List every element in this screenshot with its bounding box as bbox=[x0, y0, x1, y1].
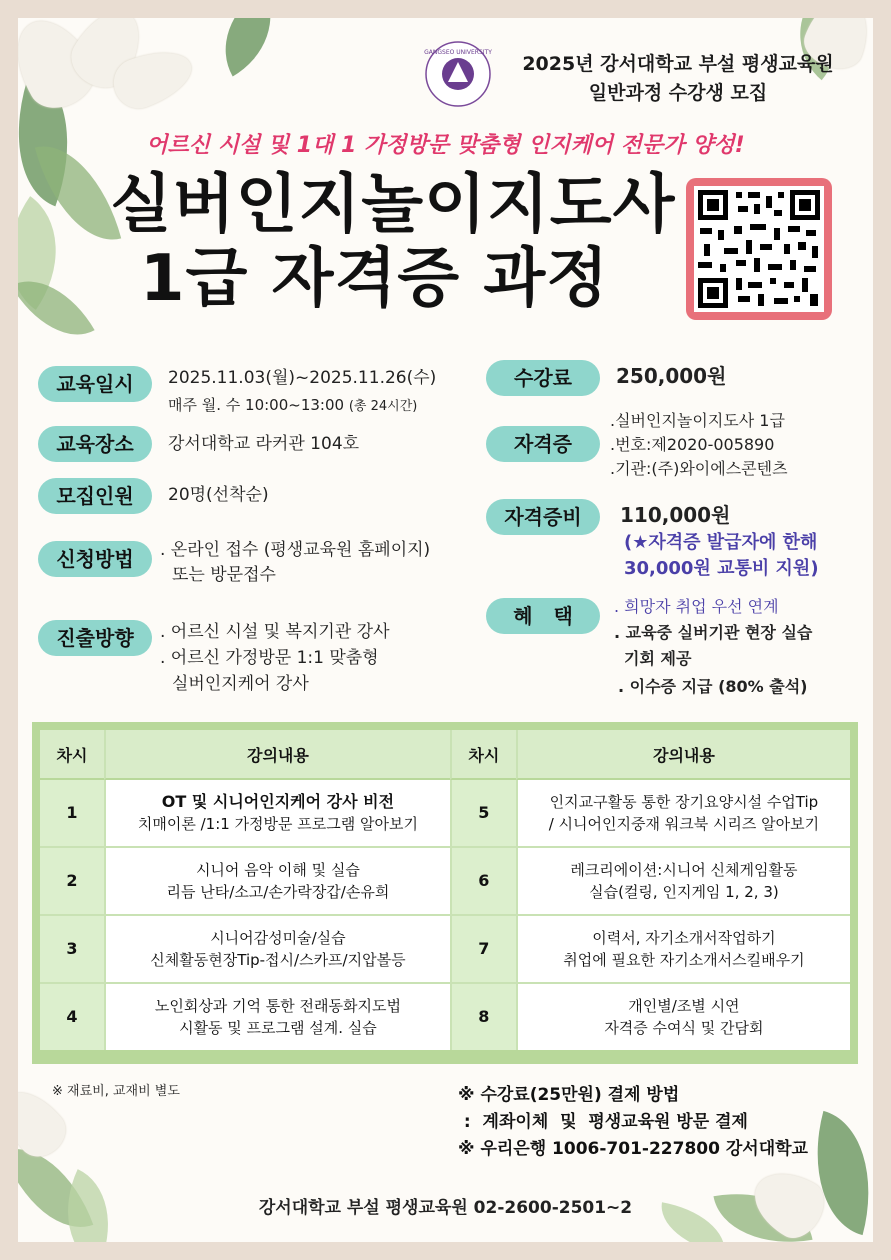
benefit-line4: . 이수증 지급 (80% 출석) bbox=[618, 677, 808, 696]
header bbox=[498, 50, 858, 108]
qr-code-frame bbox=[686, 178, 832, 320]
fee-value: 250,000원 bbox=[616, 364, 727, 388]
benefit-label: 혜 택 bbox=[486, 598, 600, 634]
table-header-row bbox=[40, 730, 850, 780]
capacity-value: 20명(선착순) bbox=[168, 485, 269, 505]
cert-line2: .번호:제2020-005890 bbox=[610, 435, 775, 454]
cert-line3: .기관:(주)와이에스콘텐츠 bbox=[610, 459, 788, 478]
cert-line1: .실버인지놀이지도사 1급 bbox=[610, 411, 785, 430]
apply-label: 신청방법 bbox=[38, 541, 152, 577]
payment-line1: ※ 수강료(25만원) 결제 방법 bbox=[458, 1085, 680, 1105]
session-content bbox=[104, 780, 450, 848]
curriculum-table bbox=[40, 730, 850, 1050]
session-number: 8 bbox=[450, 984, 516, 1050]
schedule-time bbox=[168, 393, 417, 419]
certfee-value: 110,000원 bbox=[620, 503, 731, 527]
schedule-label: 교육일시 bbox=[38, 366, 152, 402]
session-number: 2 bbox=[40, 848, 104, 916]
course-title bbox=[110, 168, 675, 316]
certfee-note2: 30,000원 교통비 지원) bbox=[624, 558, 819, 579]
certfee-note1: (★자격증 발급자에 한해 bbox=[624, 532, 818, 553]
content-line2: / 시니어인지중재 워크북 시리즈 알아보기 bbox=[548, 815, 820, 833]
session-content bbox=[516, 780, 850, 848]
logo-text: GANGSEO UNIVERSITY bbox=[424, 49, 492, 56]
session-number: 3 bbox=[40, 916, 104, 984]
subtitle: 어르신 시설 및 1대 1 가정방문 맞춤형 인지케어 전문가 양성! bbox=[146, 133, 745, 158]
schedule-total: (총 24시간) bbox=[348, 399, 418, 414]
session-number: 4 bbox=[40, 984, 104, 1050]
content-line2: 실습(컬링, 인지게임 1, 2, 3) bbox=[589, 883, 779, 901]
session-content bbox=[516, 984, 850, 1050]
session-number: 7 bbox=[450, 916, 516, 984]
benefit-line1: . 희망자 취업 우선 연계 bbox=[614, 597, 779, 616]
content-line1: 시니어 음악 이해 및 실습 bbox=[195, 861, 360, 879]
apply-line2: 또는 방문접수 bbox=[172, 565, 276, 585]
header-line2: 일반과정 수강생 모집 bbox=[588, 82, 768, 104]
session-number: 5 bbox=[450, 780, 516, 848]
content-line1: 개인별/조별 시연 bbox=[628, 997, 740, 1015]
career-line1: . 어르신 시설 및 복지기관 강사 bbox=[160, 622, 390, 642]
content-line1: OT 및 시니어인지케어 강사 비전 bbox=[161, 792, 395, 811]
content-line2: 리듬 난타/소고/손가락장갑/손유희 bbox=[166, 883, 390, 901]
location-value: 강서대학교 라커관 104호 bbox=[168, 434, 360, 454]
qr-code-icon[interactable] bbox=[694, 186, 824, 312]
content-line2: 치매이론 /1:1 가정방문 프로그램 알아보기 bbox=[137, 815, 418, 833]
content-line1: 이력서, 자기소개서작업하기 bbox=[592, 929, 776, 947]
benefit-line2: . 교육중 실버기관 현장 실습 bbox=[614, 623, 813, 642]
content-line1: 시니어감성미술/실습 bbox=[210, 929, 346, 947]
header-session-right: 차시 bbox=[450, 730, 516, 780]
content-line1: 인지교구활동 통한 장기요양시설 수업Tip bbox=[549, 793, 819, 811]
session-content bbox=[104, 848, 450, 916]
session-content bbox=[104, 984, 450, 1050]
payment-line3: ※ 우리은행 1006-701-227800 강서대학교 bbox=[458, 1139, 808, 1159]
schedule-dates: 2025.11.03(월)~2025.11.26(수) bbox=[168, 368, 437, 388]
table-row bbox=[40, 984, 850, 1050]
header-content-left: 강의내용 bbox=[104, 730, 450, 780]
fee-label: 수강료 bbox=[486, 360, 600, 396]
table-row bbox=[40, 780, 850, 848]
payment-line2: : 계좌이체 및 평생교육원 방문 결제 bbox=[458, 1112, 748, 1132]
session-number: 6 bbox=[450, 848, 516, 916]
apply-line1: . 온라인 접수 (평생교육원 홈페이지) bbox=[160, 540, 431, 560]
career-line3: 실버인지케어 강사 bbox=[172, 674, 309, 694]
materials-note: ※ 재료비, 교재비 별도 bbox=[52, 1084, 180, 1099]
career-line2: . 어르신 가정방문 1:1 맞춤형 bbox=[160, 648, 379, 668]
content-line2: 시활동 및 프로그램 설계. 실습 bbox=[179, 1019, 377, 1037]
title-line1: 실버인지놀이지도사 bbox=[110, 168, 676, 242]
capacity-label: 모집인원 bbox=[38, 478, 152, 514]
payment-info bbox=[458, 1082, 808, 1163]
schedule-time-text: 매주 월. 수 10:00~13:00 bbox=[168, 396, 345, 414]
header-content-right: 강의내용 bbox=[516, 730, 850, 780]
content-line2: 신체활동현장Tip-접시/스카프/지압볼등 bbox=[150, 951, 406, 969]
cert-label: 자격증 bbox=[486, 426, 600, 462]
header-session-left: 차시 bbox=[40, 730, 104, 780]
footer-contact: 강서대학교 부설 평생교육원 02-2600-2501~2 bbox=[258, 1198, 633, 1218]
session-content bbox=[104, 916, 450, 984]
content-line1: 노인회상과 기억 통한 전래동화지도법 bbox=[154, 997, 401, 1015]
session-number: 1 bbox=[40, 780, 104, 848]
table-row bbox=[40, 916, 850, 984]
header-line1: 2025년 강서대학교 부설 평생교육원 bbox=[522, 53, 834, 75]
location-label: 교육장소 bbox=[38, 426, 152, 462]
benefit-line3: 기회 제공 bbox=[624, 649, 692, 668]
curriculum-table-frame bbox=[32, 722, 858, 1064]
certfee-label: 자격증비 bbox=[486, 499, 600, 535]
university-logo-icon bbox=[424, 40, 492, 108]
session-content bbox=[516, 916, 850, 984]
content-line1: 레크리에이션:시니어 신체게임활동 bbox=[570, 861, 798, 879]
career-label: 진출방향 bbox=[38, 620, 152, 656]
table-row bbox=[40, 848, 850, 916]
session-content bbox=[516, 848, 850, 916]
content-line2: 자격증 수여식 및 간담회 bbox=[604, 1019, 764, 1037]
title-line2: 1급 자격증 과정 bbox=[140, 242, 610, 316]
content-line2: 취업에 필요한 자기소개서스킬배우기 bbox=[563, 951, 805, 969]
